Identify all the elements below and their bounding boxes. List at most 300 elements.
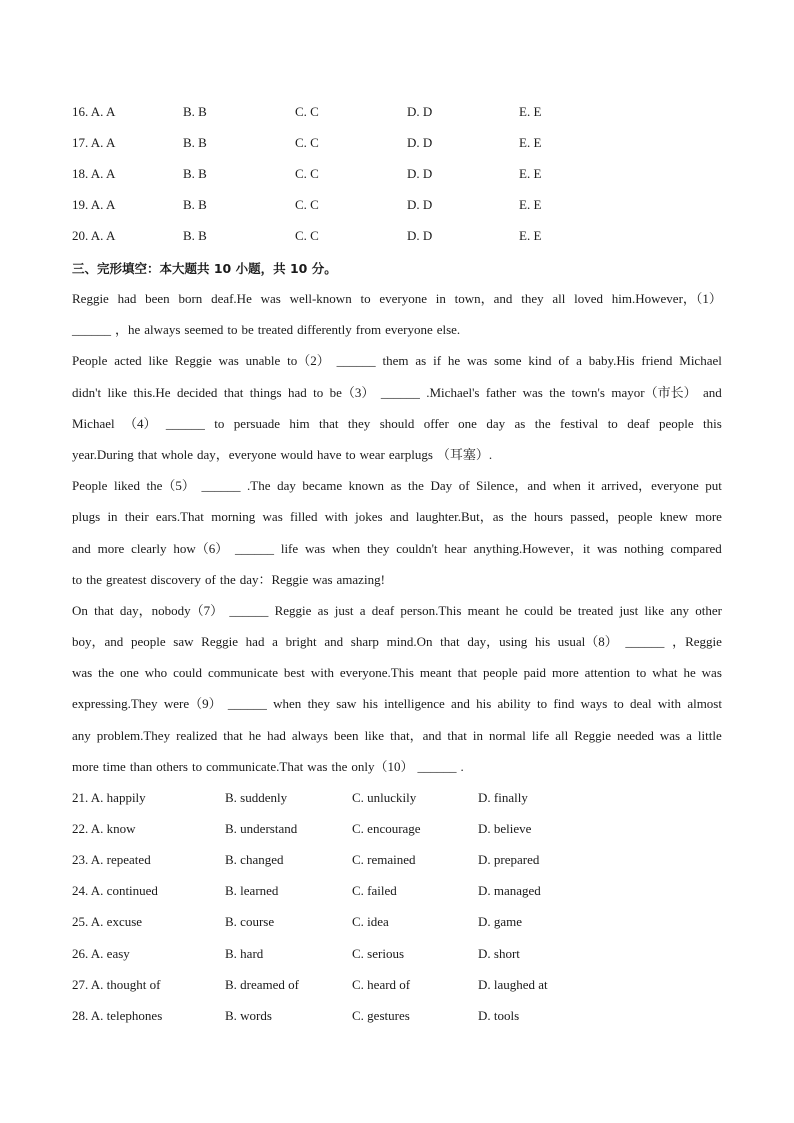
passage-word: to: [72, 571, 83, 587]
question-row: [72, 788, 672, 808]
option-b: B. suddenly: [225, 790, 288, 805]
passage-word: time: [102, 758, 126, 774]
passage-word: that: [223, 727, 243, 743]
passage-word: ______: [229, 602, 269, 618]
passage-word: ______: [165, 415, 205, 431]
passage-word: they: [366, 540, 390, 556]
passage-word: he: [248, 727, 262, 743]
passage-word: it: [587, 478, 595, 494]
passage-word: communicate: [207, 665, 278, 681]
passage-word: day: [277, 478, 296, 494]
passage-word: was: [72, 665, 93, 681]
passage-word: that: [137, 446, 158, 462]
passage-word: ，he: [115, 322, 141, 338]
passage-word: day: [486, 415, 506, 431]
option-e: E. E: [519, 197, 542, 212]
option-c: C. failed: [352, 883, 397, 899]
passage-word: ______: [336, 353, 376, 369]
passage-word: and: [72, 540, 91, 556]
passage-word: to: [537, 696, 548, 712]
option-d: D. D: [407, 104, 433, 119]
passage-word: Michael: [72, 415, 115, 431]
passage-word: day，using: [467, 634, 528, 650]
passage-word: as: [514, 415, 526, 431]
passage-word: only（10）: [351, 758, 414, 774]
passage-word: .Michael's: [426, 384, 480, 400]
passage-word: him: [289, 415, 310, 431]
question-row: [72, 975, 672, 995]
option-b: B. B: [183, 228, 207, 243]
passage-word: he: [683, 665, 696, 681]
passage-word: the（5）: [146, 478, 195, 494]
option-d: D. D: [407, 166, 433, 181]
passage-line: [72, 662, 722, 693]
passage-word: when: [332, 540, 361, 556]
passage-word: treated: [257, 322, 294, 338]
option-c: C. C: [295, 197, 319, 212]
option-b: B. dreamed of: [225, 976, 300, 992]
passage-word: him.However，（1）: [611, 291, 722, 306]
option-e: E. E: [519, 135, 542, 150]
option-b: B. B: [183, 197, 207, 212]
passage-word: knew: [659, 509, 688, 525]
passage-word: with: [310, 665, 334, 681]
passage-word: festival: [560, 415, 599, 431]
passage-word: greatest: [106, 571, 147, 587]
passage-word: one: [458, 415, 477, 431]
passage-word: the: [408, 478, 424, 494]
passage-word: that: [319, 415, 339, 431]
passage-word: unable: [245, 353, 281, 369]
passage-word: just: [334, 602, 354, 618]
option-c: C. C: [295, 135, 319, 150]
passage-word: more: [97, 540, 125, 556]
passage-word: morning: [211, 509, 256, 525]
passage-word: that，and: [390, 727, 442, 743]
passage-word: acted: [114, 353, 142, 369]
passage-line: [72, 350, 722, 381]
passage-word: laughter.But，as: [415, 509, 504, 525]
passage-word: amazing!: [336, 571, 385, 587]
question-number-option-a: 27. A. thought of: [72, 976, 161, 992]
passage-word: more: [552, 665, 579, 681]
passage-word: to: [214, 415, 225, 431]
passage-word: whole: [161, 446, 194, 462]
passage-word: people: [483, 665, 518, 681]
passage-word: people: [658, 415, 694, 431]
passage-word: almost: [687, 696, 722, 712]
passage-word: deal: [630, 696, 652, 712]
passage-word: that: [440, 634, 460, 650]
passage-word: and: [389, 509, 409, 525]
question-row: [72, 850, 672, 870]
passage-word: of: [558, 353, 570, 369]
question-number-option-a: 24. A. continued: [72, 883, 158, 899]
passage-word: known: [348, 478, 385, 494]
passage-word: and: [451, 696, 470, 712]
passage-word: town，and: [454, 291, 513, 306]
passage-line: [72, 413, 722, 444]
passage-word: On: [72, 602, 88, 618]
passage-word: wear: [359, 446, 385, 462]
passage-word: when: [552, 478, 581, 494]
passage-word: Reggie: [201, 634, 238, 650]
option-b: B. B: [183, 104, 207, 119]
option-c: C. unluckily: [352, 790, 417, 805]
passage-word: seemed: [184, 322, 224, 338]
passage-word: to: [607, 415, 618, 431]
passage-word: were（9）: [163, 696, 222, 712]
passage-word: a: [576, 353, 582, 369]
passage-word: usual（8）: [557, 634, 618, 650]
passage-word: that: [447, 727, 467, 743]
passage-word: more: [695, 509, 722, 525]
passage-word: persuade: [233, 415, 280, 431]
question-number-option-a: 23. A. repeated: [72, 852, 151, 868]
passage-word: to: [227, 322, 238, 338]
option-e: E. E: [519, 104, 542, 119]
passage-word: clearly: [131, 540, 167, 556]
passage-word: of: [458, 478, 470, 494]
passage-word: bright: [285, 634, 317, 650]
passage-word: they: [521, 291, 544, 306]
passage-word: a: [272, 634, 278, 650]
question-row: [72, 102, 752, 122]
passage-word: the: [331, 758, 348, 774]
passage-word: ，Reggie: [672, 634, 722, 650]
passage-word: the: [219, 571, 236, 587]
passage-word: his: [534, 634, 551, 650]
passage-line: [72, 756, 722, 787]
passage-word: was: [262, 509, 283, 525]
passage-word: hours: [534, 509, 563, 525]
question-row: [72, 819, 672, 839]
passage-word: mayor（市长）: [611, 384, 697, 400]
option-c: C. C: [295, 228, 319, 243]
passage-word: all: [555, 727, 569, 743]
passage-word: and: [324, 634, 344, 650]
question-number-option-a: 22. A. know: [72, 821, 136, 837]
passage-word: people: [130, 634, 166, 650]
passage-word: from: [355, 322, 382, 338]
passage-word: this: [703, 415, 722, 431]
passage-word: with: [324, 509, 348, 525]
option-b: B. B: [183, 166, 207, 181]
question-row: [72, 944, 672, 964]
option-b: B. understand: [225, 821, 298, 837]
option-e: E. E: [519, 228, 542, 243]
passage-word: Michael: [679, 353, 722, 369]
passage-word: else.: [436, 322, 461, 338]
passage-word: deaf: [371, 602, 395, 618]
passage-word: always: [144, 322, 181, 338]
passage-word: like: [644, 602, 664, 618]
passage-word: any: [670, 602, 689, 618]
passage-word: day：Reggie: [239, 571, 309, 587]
passage-word: compared: [670, 540, 722, 556]
passage-word: Day: [430, 478, 453, 494]
passage-word: was: [304, 540, 326, 556]
passage-word: as: [415, 353, 427, 369]
option-c: C. C: [295, 104, 319, 119]
passage-word: just: [619, 602, 639, 618]
passage-word: .The: [247, 478, 271, 494]
passage-word: he: [447, 353, 461, 369]
passage-word: earplugs: [388, 446, 433, 462]
passage-word: like: [148, 353, 169, 369]
option-b: B. changed: [225, 852, 284, 868]
passage-word: the: [534, 415, 551, 431]
passage-line: [72, 693, 722, 724]
passage-word: been: [145, 291, 170, 306]
passage-word: was: [307, 758, 328, 774]
passage-word: of: [204, 571, 216, 587]
passage-word: any: [72, 727, 91, 743]
passage-line: [72, 569, 722, 600]
passage-word: filled: [290, 509, 318, 525]
question-number-option-a: 19. A. A: [72, 197, 116, 212]
option-e: E. E: [519, 166, 542, 181]
option-b: B. B: [183, 135, 207, 150]
passage-word: intelligence: [384, 696, 445, 712]
passage-word: ______: [625, 634, 665, 650]
passage-word: discovery: [150, 571, 201, 587]
passage-word: them: [382, 353, 409, 369]
passage-word: to: [613, 696, 624, 712]
option-d: D. tools: [478, 1007, 520, 1023]
passage-word: deaf: [627, 415, 650, 431]
passage-word: anything.However，it: [473, 540, 591, 556]
passage-line: [72, 288, 722, 319]
passage-word: passed，people: [570, 509, 653, 525]
passage-word: be（3）: [329, 384, 375, 400]
passage-word: that: [457, 665, 478, 681]
question-row: [72, 195, 752, 215]
passage-word: Silence，and: [476, 478, 547, 494]
passage-word: the: [549, 384, 566, 400]
passage-word: like: [364, 727, 385, 743]
passage-word: ______: [417, 758, 457, 774]
passage-word: could: [524, 602, 554, 618]
passage-word: to（2）: [287, 353, 330, 369]
passage-word: paid: [523, 665, 547, 681]
passage-word: what: [652, 665, 678, 681]
passage-word: was: [312, 571, 333, 587]
question-number-option-a: 17. A. A: [72, 135, 116, 150]
passage-word: arrived，everyone: [601, 478, 699, 494]
passage-word: was: [659, 727, 681, 743]
passage-line: [72, 475, 722, 506]
passage-word: liked: [113, 478, 140, 494]
passage-word: offer: [423, 415, 449, 431]
passage-word: everyone.This: [339, 665, 414, 681]
passage-word: little: [697, 727, 722, 743]
passage-word: always: [291, 727, 328, 743]
passage-word: differently: [297, 322, 352, 338]
passage-word: jokes: [355, 509, 383, 525]
question-number-option-a: 26. A. easy: [72, 945, 130, 961]
passage-word: and: [702, 384, 722, 400]
option-c: C. idea: [352, 914, 389, 930]
passage-word: as: [390, 478, 402, 494]
passage-word: day，everyone: [197, 446, 277, 462]
passage-word: have: [316, 446, 342, 462]
option-b: B. course: [225, 914, 275, 930]
passage-word: meant: [467, 602, 500, 618]
passage-word: as: [317, 602, 329, 618]
passage-word: meant: [419, 665, 452, 681]
passage-word: Reggie: [174, 353, 212, 369]
option-c: C. serious: [352, 945, 404, 961]
question-row: [72, 226, 752, 246]
passage-word: they: [307, 696, 330, 712]
option-d: D. D: [407, 135, 433, 150]
passage-word: to: [345, 446, 356, 462]
passage-word: find: [553, 696, 575, 712]
question-row: [72, 164, 752, 184]
passage-word: best: [283, 665, 305, 681]
passage-word: was: [467, 353, 488, 369]
passage-word: his: [362, 696, 378, 712]
passage-word: they: [347, 415, 371, 431]
option-c: C. remained: [352, 852, 416, 868]
passage-word: （4）: [123, 415, 157, 431]
passage-word: People: [72, 478, 108, 494]
passage-word: day，nobody（7）: [119, 602, 224, 618]
passage-word: in: [472, 727, 483, 743]
passage-word: be: [241, 322, 254, 338]
passage-word: ______: [227, 696, 267, 712]
passage-word: ______: [72, 322, 111, 338]
passage-word: that: [94, 602, 114, 618]
passage-word: was: [260, 291, 281, 306]
passage-word: should: [379, 415, 415, 431]
passage-word: would: [280, 446, 313, 462]
option-d: D. finally: [478, 790, 528, 805]
section-3-title: 三、完形填空：本大题共 10 小题，共 10 分。: [72, 261, 337, 276]
passage-word: than: [129, 758, 153, 774]
passage-word: put: [705, 478, 722, 494]
passage-word: had: [117, 291, 137, 306]
passage-word: to: [192, 758, 203, 774]
option-d: D. game: [478, 914, 523, 930]
passage-word: became: [302, 478, 343, 494]
passage-word: be: [559, 602, 572, 618]
question-number-option-a: 28. A. telephones: [72, 1007, 163, 1023]
passage-line: [72, 538, 722, 569]
passage-word: the: [98, 665, 115, 681]
passage-word: realized: [176, 727, 218, 743]
passage-word: this.He: [133, 384, 171, 400]
cloze-passage: [72, 288, 722, 787]
question-number-option-a: 21. A. happily: [72, 790, 146, 805]
passage-word: communicate.That: [206, 758, 304, 774]
passage-word: the: [86, 571, 103, 587]
passage-word: ______: [380, 384, 420, 400]
passage-word: was: [218, 353, 239, 369]
question-number-option-a: 18. A. A: [72, 166, 116, 181]
option-b: B. hard: [225, 945, 264, 961]
passage-line: [72, 725, 722, 756]
passage-word: attention: [584, 665, 631, 681]
passage-word: sharp: [350, 634, 379, 650]
passage-word: .: [460, 758, 464, 774]
passage-word: the: [510, 509, 527, 525]
passage-word: needed: [617, 727, 654, 743]
passage-word: Reggie: [574, 727, 612, 743]
passage-word: was: [596, 540, 618, 556]
passage-word: a: [359, 602, 366, 618]
passage-word: Reggie: [274, 602, 312, 618]
passage-line: [72, 600, 722, 631]
passage-word: in: [107, 509, 118, 525]
passage-word: everyone: [385, 322, 433, 338]
question-row: [72, 133, 752, 153]
passage-word: deaf.He: [211, 291, 252, 306]
passage-word: with: [657, 696, 682, 712]
passage-line: [72, 506, 722, 537]
passage-word: kind: [528, 353, 552, 369]
passage-word: his: [476, 696, 492, 712]
question-row: [72, 1006, 672, 1026]
passage-word: who: [144, 665, 168, 681]
passage-word: life: [531, 727, 550, 743]
passage-word: ability: [497, 696, 531, 712]
passage-word: to: [636, 665, 647, 681]
passage-word: ______: [235, 540, 275, 556]
passage-word: saw: [336, 696, 357, 712]
option-c: C. gestures: [352, 1007, 410, 1023]
passage-word: to: [360, 291, 371, 306]
passage-word: normal: [489, 727, 526, 743]
passage-word: （耳塞）.: [436, 446, 493, 462]
passage-word: more: [72, 758, 99, 774]
passage-word: all: [552, 291, 566, 306]
passage-word: loved: [574, 291, 604, 306]
passage-word: their: [124, 509, 149, 525]
passage-word: ______: [201, 478, 241, 494]
passage-word: ears.That: [155, 509, 204, 525]
passage-word: decided: [177, 384, 218, 400]
passage-word: in: [435, 291, 446, 306]
option-d: D. D: [407, 197, 433, 212]
option-d: D. prepared: [478, 852, 540, 868]
passage-word: treated: [577, 602, 614, 618]
option-c: C. C: [295, 166, 319, 181]
passage-word: town's: [571, 384, 605, 400]
passage-word: had: [267, 727, 286, 743]
passage-word: didn't: [72, 384, 102, 400]
passage-word: baby.His: [588, 353, 635, 369]
passage-word: to: [313, 384, 324, 400]
question-number-option-a: 25. A. excuse: [72, 914, 143, 930]
passage-word: that: [223, 384, 244, 400]
passage-word: how（6）: [173, 540, 229, 556]
passage-line: [72, 319, 722, 350]
passage-word: saw: [173, 634, 194, 650]
passage-word: was: [522, 384, 543, 400]
passage-word: expressing.They: [72, 696, 158, 712]
passage-word: ways: [580, 696, 608, 712]
passage-word: had: [287, 384, 307, 400]
passage-word: father: [485, 384, 517, 400]
question-number-option-a: 16. A. A: [72, 104, 116, 119]
passage-word: year.During: [72, 446, 134, 462]
passage-line: [72, 631, 722, 662]
passage-word: well-known: [289, 291, 352, 306]
passage-word: person.This: [400, 602, 462, 618]
passage-word: mind.On: [386, 634, 433, 650]
